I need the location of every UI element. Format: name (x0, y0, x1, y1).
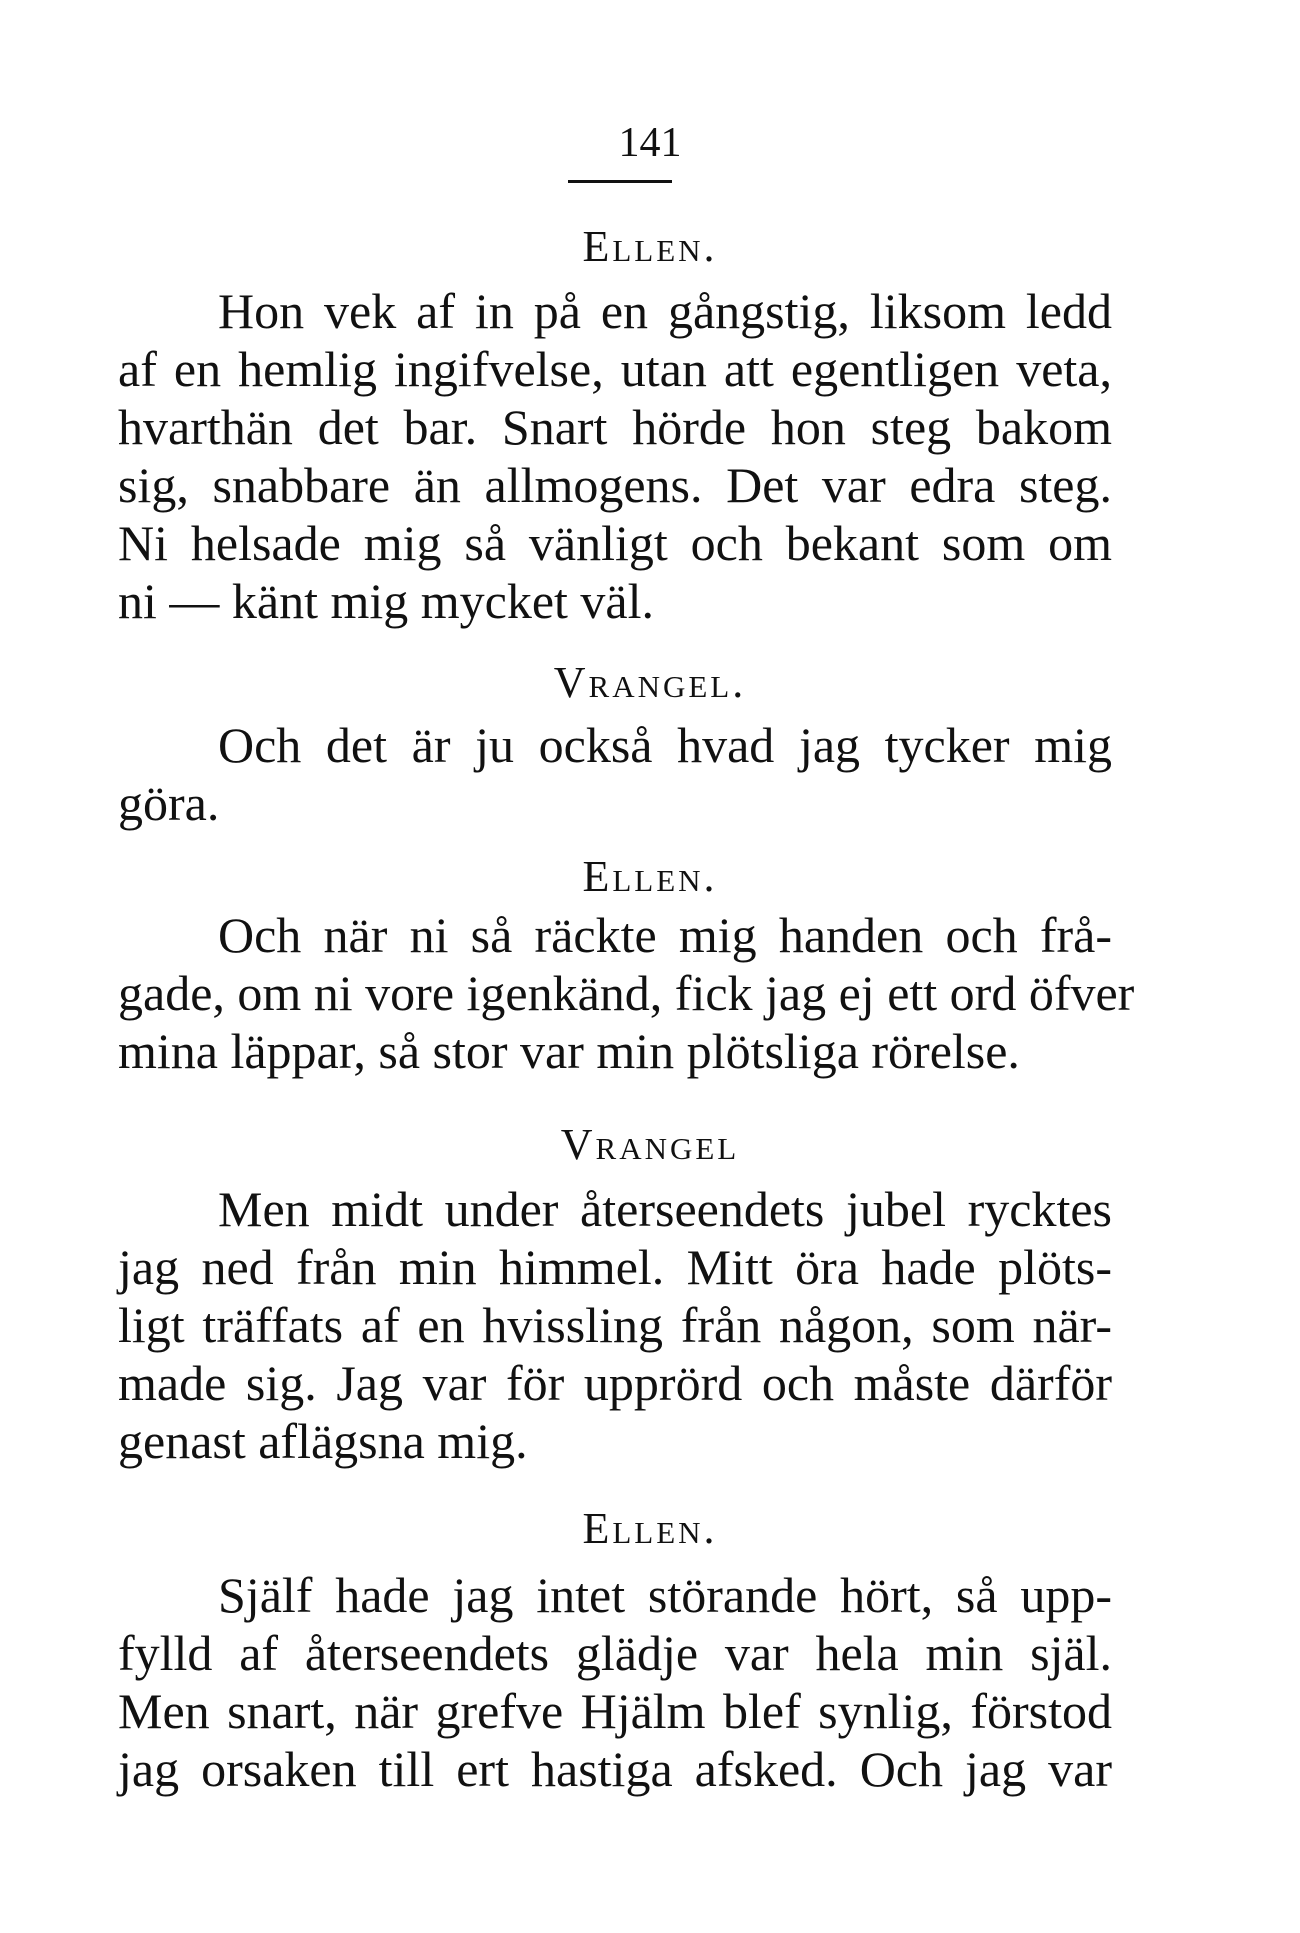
speaker-heading: Ellen. (582, 852, 718, 901)
text-line: ligt träffats af en hvissling från någon, som när- (118, 1297, 1112, 1353)
text-line: ni — känt mig mycket väl. (118, 573, 655, 629)
text-line: jag ned från min himmel. Mitt öra hade plöts- (118, 1239, 1112, 1295)
text-line: genast aflägsna mig. (118, 1413, 528, 1469)
text-line: Och det är ju också hvad jag tycker mig (218, 717, 1112, 773)
speech-paragraph (118, 1566, 1112, 1798)
text-line: Ni helsade mig så vänligt och bekant som om (118, 515, 1112, 571)
speech-paragraph (118, 906, 1135, 1080)
text-line: made sig. Jag var för upprörd och måste därför (118, 1355, 1112, 1411)
text-line: Hon vek af in på en gångstig, liksom ledd (218, 283, 1112, 339)
speaker-heading: Ellen. (582, 222, 718, 271)
text-line: mina läppar, så stor var min plötsliga rörelse. (118, 1023, 1020, 1079)
text-line: fylld af återseendets glädje var hela min själ. (118, 1625, 1112, 1681)
speaker-heading: Ellen. (582, 1504, 718, 1553)
text-line: Själf hade jag intet störande hört, så upp- (218, 1567, 1112, 1623)
text-line: hvarthän det bar. Snart hörde hon steg bakom (118, 399, 1112, 455)
speaker-heading: Vrangel (560, 1120, 740, 1169)
page-number: 141 (618, 120, 682, 166)
text-line: jag orsaken till ert hastiga afsked. Och jag var (118, 1741, 1112, 1797)
page-number-rule (568, 180, 672, 183)
speech-paragraph (118, 716, 1112, 832)
text-line: Men snart, när grefve Hjälm blef synlig, förstod (118, 1683, 1112, 1739)
speech-paragraph (118, 1180, 1112, 1470)
text-line: sig, snabbare än allmogens. Det var edra steg. (118, 457, 1112, 513)
text-line: gade, om ni vore igenkänd, fick jag ej ett ord öfver (118, 965, 1135, 1021)
speech-paragraph (118, 282, 1112, 630)
text-line: af en hemlig ingifvelse, utan att egentligen veta, (118, 341, 1112, 397)
text-line: göra. (118, 775, 220, 831)
speaker-heading: Vrangel. (553, 658, 747, 707)
text-line: Men midt under återseendets jubel rycktes (218, 1181, 1112, 1237)
text-line: Och när ni så räckte mig handen och frå- (218, 907, 1112, 963)
